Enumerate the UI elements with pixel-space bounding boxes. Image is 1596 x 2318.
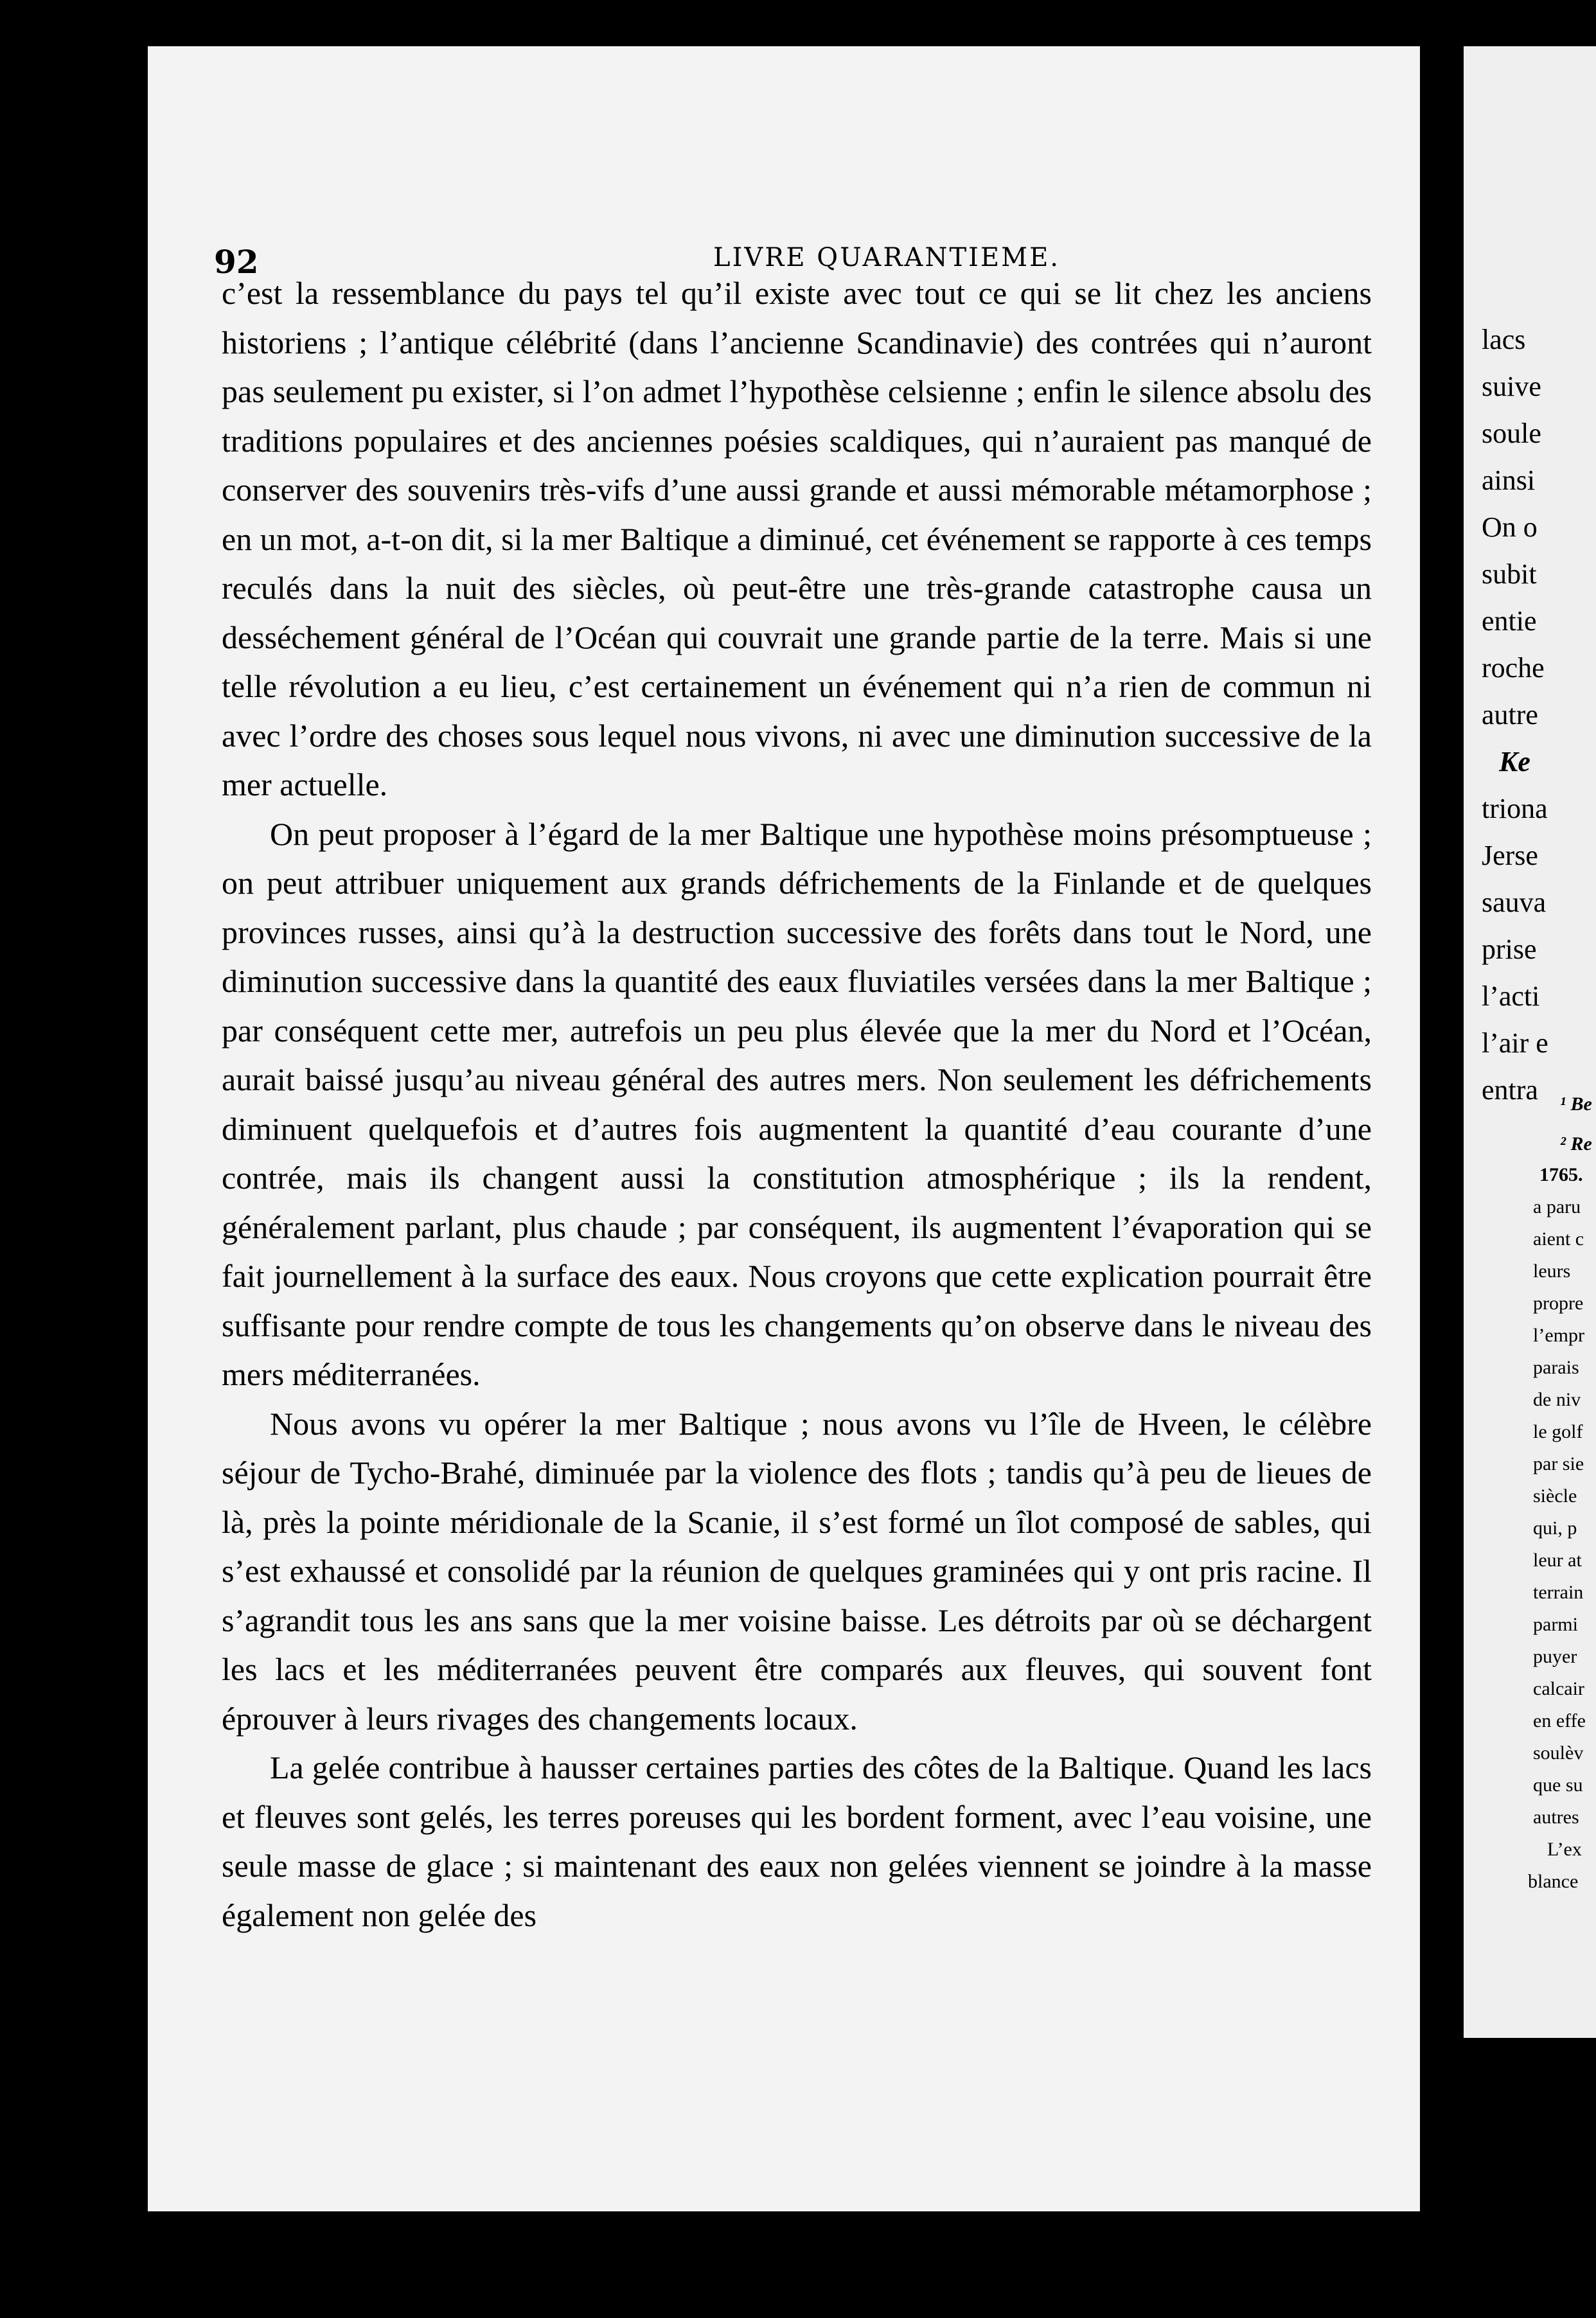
footnote-line: puyer [1533,1646,1577,1667]
footnote-line: 1765. [1539,1164,1583,1185]
footnote-line: terrain [1533,1582,1584,1603]
footnote-line: le golf [1533,1421,1583,1442]
fragment-line: l’air e [1482,1027,1548,1059]
fragment-line: lacs [1482,324,1526,355]
fragment-line: prise [1482,933,1537,965]
footnote-line: a paru [1533,1196,1581,1217]
footnote-line: parmi [1533,1614,1578,1635]
fragment-line: subit [1482,558,1537,590]
fragment-line: entra [1482,1074,1538,1106]
footnote-line: ¹ Be [1560,1093,1592,1115]
paragraph: c’est la ressemblance du pays tel qu’il existe avec tout ce qui se lit chez les anciens historiens ; l’antique célébrité (dans l’ancienne Scandinavie) des contrées qui n’auront pas seulement pu exister, si l’on admet l’hypothèse celsienne ; enfin le silence absolu des traditions populaires et des anciennes poésies scaldiques, qui n’auraient pas manqué de conserver des souvenirs très-vifs d’une aussi grande et aussi mémorable métamorphose ; en un mot, a-t-on dit, si la mer Baltique a diminué, cet événement se rapporte à ces temps reculés dans la nuit des siècles, où peut-être une très-grande catastrophe causa un desséchement général de l’Océan qui couvrait une grande partie de la terre. Mais si une telle révolution a eu lieu, c’est certainement un événement qui n’a rien de commun ni avec l’ordre des choses sous lequel nous vivons, ni avec une diminution successive de la mer actuelle. [222,275,1372,802]
paragraph: On peut proposer à l’égard de la mer Baltique une hypothèse moins présomptueuse ; on peut attribuer uniquement aux grands défrichements de la Finlande et de quelques provinces russes, ainsi qu’à la destruction successive des forêts dans tout le Nord, une diminution successive dans la quantité des eaux fluviatiles versées dans la mer Baltique ; par conséquent cette mer, autrefois un peu plus élevée que la mer du Nord et l’Océan, aurait baissé jusqu’au niveau général des autres mers. Non seulement les défrichements diminuent quelquefois et d’autres fois augmentent la quantité d’eau courante d’une contrée, mais ils changent aussi la constitution atmosphérique ; ils la rendent, généralement parlant, plus chaude ; par conséquent, ils augmentent l’évaporation qui se fait journellement à la surface des eaux. Nous croyons que cette explication pourrait être suffisante pour rendre compte de tous les changements qu’on observe dans le niveau des mers méditerranées. [222,815,1372,1392]
paragraph: La gelée contribue à hausser certaines parties des côtes de la Baltique. Quand les lacs et fleuves sont gelés, les terres poreuses qui les bordent forment, avec l’eau voisine, une seule masse de glace ; si maintenant des eaux non gelées viennent se joindre à la masse également non gelée des [222,1749,1372,1933]
footnote-line: en effe [1533,1710,1586,1731]
fragment-line: On o [1482,511,1538,543]
adjacent-page-fragment [1464,46,1596,2038]
footnote-line: par sie [1533,1453,1584,1474]
footnote-line: de niv [1533,1389,1581,1410]
fragment-line: l’acti [1482,980,1540,1012]
footnote-line: parais [1533,1357,1579,1378]
footnote-line: siècle [1533,1485,1577,1507]
fragment-line: triona [1482,793,1548,824]
footnote-line: aient c [1533,1228,1584,1250]
footnote-line: ² Re [1560,1133,1592,1155]
footnote-line: blance [1528,1871,1579,1892]
fragment-line: entie [1482,605,1537,637]
footnote-line: leurs [1533,1261,1571,1282]
fragment-line: autre [1482,699,1538,730]
footnote-line: L’ex [1547,1839,1582,1860]
footnote-line: l’empr [1533,1325,1584,1346]
fragment-line: soule [1482,418,1541,449]
footnote-line: leur at [1533,1550,1582,1571]
fragment-line: ainsi [1482,464,1536,496]
fragment-line: roche [1482,652,1545,684]
fragment-line: Jerse [1482,840,1538,871]
fragment-line: suive [1482,371,1541,402]
footnote-line: autres [1533,1807,1579,1828]
page-number: 92 [214,243,259,281]
footnote-line: calcair [1533,1678,1584,1699]
body-text [222,269,1372,1940]
paragraph: Nous avons vu opérer la mer Baltique ; nous avons vu l’île de Hveen, le célèbre séjour de Tycho-Brahé, diminuée par la violence des flots ; tandis qu’à peu de lieues de là, près la pointe méridionale de la Scanie, il s’est formé un îlot composé de sables, qui s’est exhaussé et consolidé par la réunion de quelques graminées qui y ont pris racine. Il s’agrandit tous les ans sans que la mer voisine baisse. Les détroits par où se déchargent les lacs et les méditerranées peuvent être comparés aux fleuves, qui souvent font éprouver à leurs rivages des changements locaux. [222,1405,1372,1737]
footnote-line: propre [1533,1293,1584,1314]
fragment-line: Ke [1499,746,1530,777]
footnote-line: soulèv [1533,1742,1584,1764]
footnote-line: que su [1533,1774,1583,1796]
running-head: LIVRE QUARANTIEME. [713,243,1060,272]
footnote-line: qui, p [1533,1517,1577,1539]
fragment-line: sauva [1482,887,1547,918]
